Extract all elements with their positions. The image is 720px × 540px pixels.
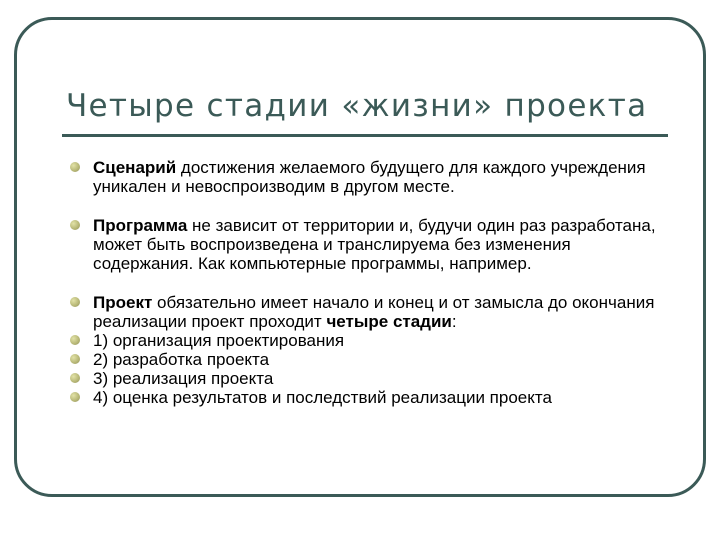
item-text-end: :	[451, 312, 457, 331]
bullet-icon	[70, 335, 80, 345]
item-text: достижения желаемого будущего для каждого учреждения уникален и невоспроизводим в другом месте.	[93, 158, 646, 196]
slide-title: Четыре стадии «жизни» проекта	[66, 88, 648, 124]
bullet-icon	[70, 297, 80, 307]
list-item	[70, 216, 670, 273]
term-scenario: Сценарий	[93, 158, 177, 177]
list-item	[70, 158, 670, 196]
list-item	[70, 331, 670, 350]
stage-3-text: 3) реализация проекта	[93, 369, 274, 388]
term-project: Проект	[93, 293, 153, 312]
stage-4-text: 4) оценка результатов и последствий реализации проекта	[93, 388, 552, 407]
term-four-stages: четыре стадии	[326, 312, 452, 331]
bullet-icon	[70, 220, 80, 230]
list-item	[70, 293, 670, 331]
term-program: Программа	[93, 216, 188, 235]
bullet-icon	[70, 392, 80, 402]
bullet-icon	[70, 373, 80, 383]
stage-1-text: 1) организация проектирования	[93, 331, 345, 350]
bullet-icon	[70, 354, 80, 364]
bullet-icon	[70, 162, 80, 172]
list-item	[70, 369, 670, 388]
stage-2-text: 2) разработка проекта	[93, 350, 270, 369]
list-item	[70, 388, 670, 407]
list-item	[70, 350, 670, 369]
item-text: обязательно имеет начало и конец и от замысла до окончания реализации проект проходит	[93, 293, 655, 331]
bullet-list	[70, 158, 670, 407]
title-underline	[62, 134, 668, 137]
item-text: не зависит от территории и, будучи один раз разработана, может быть воспроизведена и транслируема без изменения содержания. Как компьютерные программы, например.	[93, 216, 656, 273]
